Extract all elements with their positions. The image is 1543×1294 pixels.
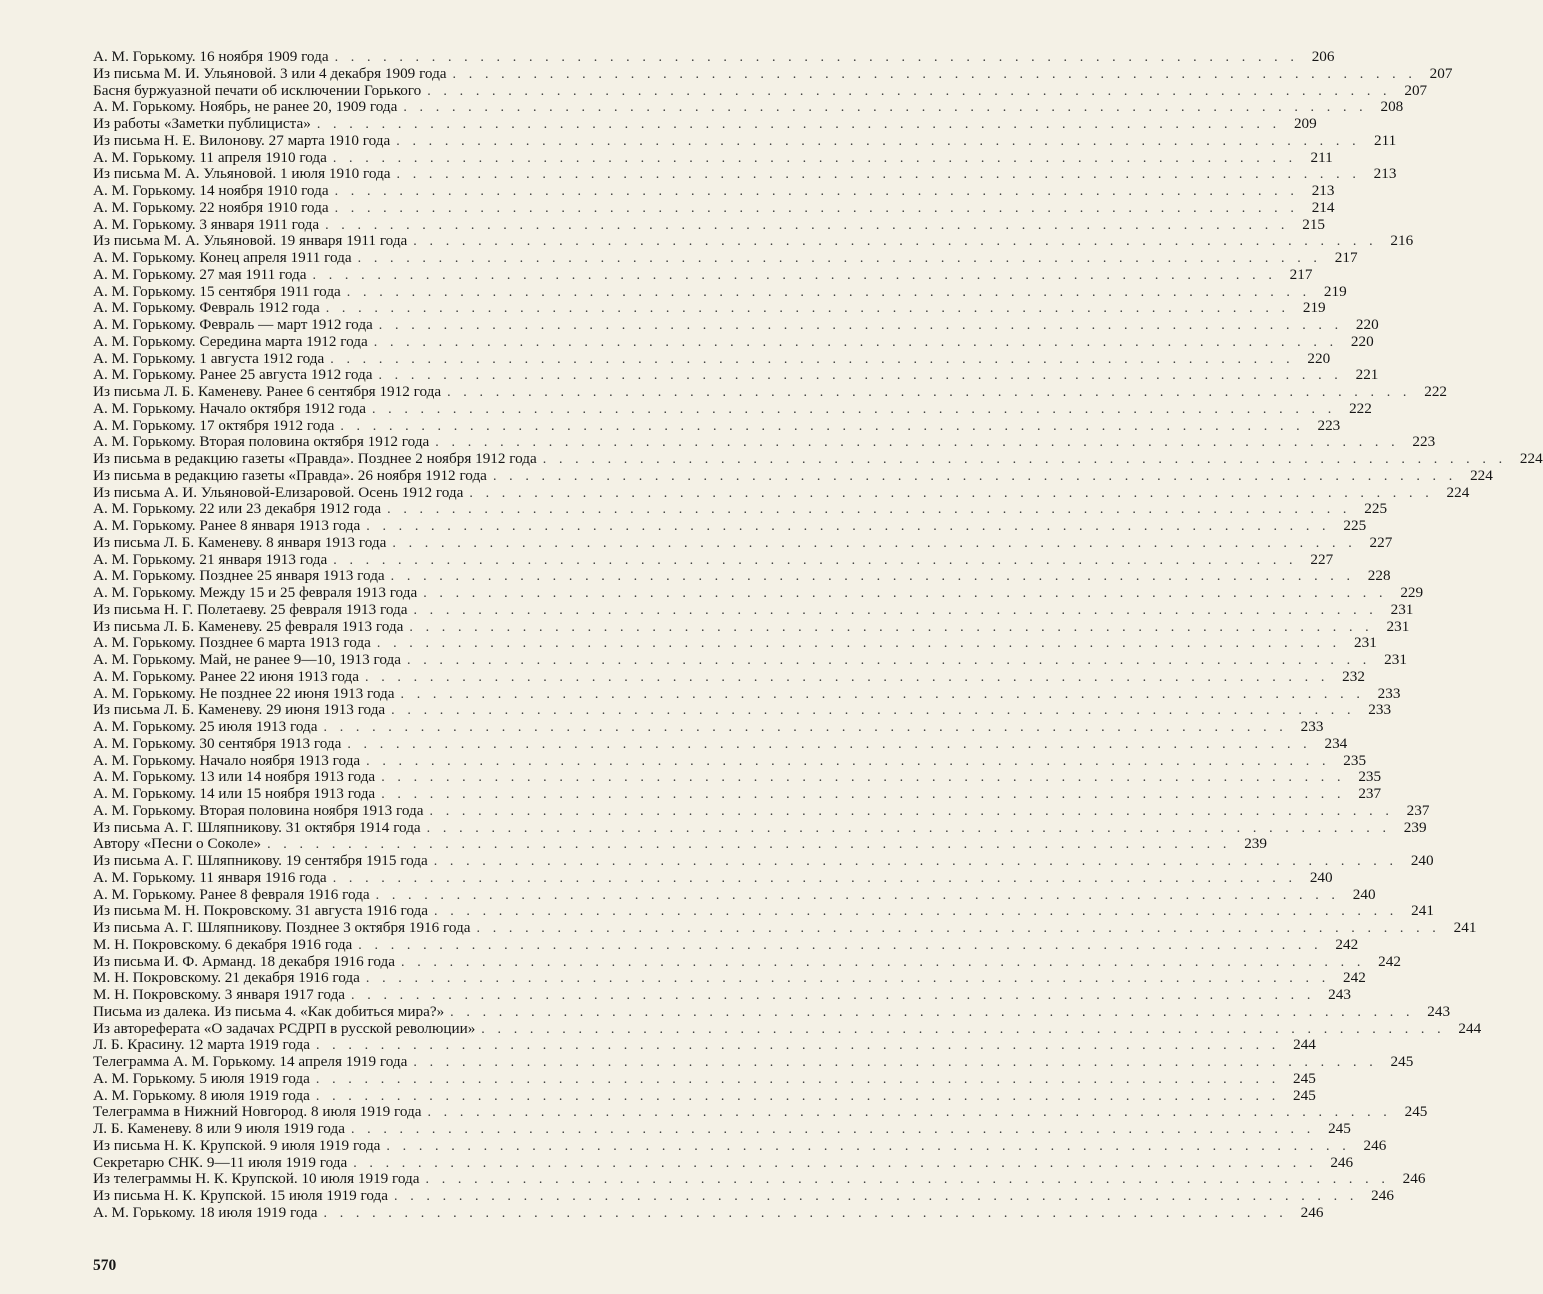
toc-entry	[93, 1103, 1428, 1121]
toc-entry-title: А. М. Горькому. Вторая половина октября 1912 года	[93, 433, 430, 451]
dot-leader	[447, 385, 1411, 402]
toc-entry	[93, 852, 1434, 870]
toc-entry	[93, 1153, 1354, 1172]
dot-leader	[324, 1206, 1288, 1223]
toc-entry-page: 235	[1358, 768, 1382, 786]
toc-entry-title: А. М. Горькому. Май, не ранее 9—10, 1913 года	[93, 651, 401, 668]
toc-entry-page: 246	[1363, 1136, 1387, 1154]
toc-entry-title: А. М. Горькому. 5 июля 1919 года	[93, 1069, 310, 1087]
dot-leader	[391, 569, 1355, 586]
toc-entry-title: А. М. Горькому. 25 июля 1913 года	[93, 718, 318, 735]
toc-entry-title: А. М. Горькому. Начало ноября 1913 года	[93, 751, 361, 769]
toc-entry-page: 207	[1429, 64, 1453, 82]
toc-entry-page: 245	[1293, 1086, 1316, 1104]
toc-entry-title: А. М. Горькому. 11 апреля 1910 года	[93, 148, 327, 166]
toc-entry	[93, 567, 1391, 585]
toc-entry-page: 241	[1453, 919, 1477, 936]
toc-entry	[93, 500, 1388, 518]
dot-leader	[377, 636, 1341, 653]
dot-leader	[376, 888, 1340, 905]
toc-entry-page: 213	[1373, 165, 1397, 183]
dot-leader	[413, 234, 1377, 251]
toc-entry	[93, 232, 1414, 250]
toc-entry-page: 220	[1355, 316, 1379, 333]
toc-entry-title: А. М. Горькому. 17 октября 1912 года	[93, 416, 335, 434]
page-number: 570	[93, 1257, 117, 1274]
toc-entry	[93, 651, 1407, 669]
toc-entry-title: А. М. Горькому. 8 июля 1919 года	[93, 1086, 310, 1104]
toc-entry	[93, 684, 1401, 703]
toc-entry-page: 233	[1368, 701, 1392, 719]
toc-entry-page: 216	[1390, 232, 1414, 250]
dot-leader	[401, 687, 1365, 704]
dot-leader	[427, 1105, 1391, 1122]
toc-entry	[93, 818, 1427, 837]
toc-entry-page: 233	[1377, 684, 1401, 702]
toc-entry-title: А. М. Горькому. 15 сентября 1911 года	[93, 282, 341, 300]
toc-entry-page: 227	[1310, 550, 1334, 568]
toc-entry-page: 228	[1367, 567, 1391, 585]
toc-entry	[93, 718, 1324, 736]
toc-entry-title: Письма из далека. Из письма 4. «Как добиться мира?»	[93, 1002, 445, 1020]
toc-entry	[93, 249, 1358, 267]
toc-entry	[93, 64, 1453, 83]
toc-entry-title: А. М. Горькому. Позднее 25 января 1913 года	[93, 567, 385, 585]
toc-entry-page: 233	[1300, 718, 1324, 735]
toc-entry	[93, 868, 1333, 887]
toc-entry	[93, 98, 1404, 116]
toc-entry	[93, 299, 1326, 317]
dot-leader	[326, 301, 1290, 318]
toc-entry	[93, 198, 1335, 217]
toc-entry-page: 237	[1406, 801, 1430, 819]
dot-leader	[335, 50, 1299, 67]
toc-entry	[93, 1019, 1482, 1038]
toc-entry-title: Из письма Н. К. Крупской. 15 июля 1919 года	[93, 1187, 389, 1204]
toc-entry-page: 220	[1307, 349, 1331, 367]
toc-entry-page: 244	[1293, 1036, 1316, 1054]
toc-entry-page: 240	[1410, 852, 1434, 869]
toc-entry	[93, 316, 1379, 334]
dot-leader	[366, 754, 1330, 771]
toc-entry	[93, 801, 1430, 820]
toc-entry-page: 234	[1324, 734, 1348, 752]
toc-entry-title: А. М. Горькому. Ранее 25 августа 1912 года	[93, 366, 373, 384]
toc-entry-page: 217	[1289, 265, 1313, 283]
dot-leader	[313, 268, 1277, 285]
toc-entry-title: Автору «Песни о Соколе»	[93, 835, 262, 853]
toc-entry-title: А. М. Горькому. 21 января 1913 года	[93, 550, 328, 568]
dot-leader	[396, 134, 1360, 151]
dot-leader	[394, 1189, 1358, 1206]
toc-entry	[93, 1069, 1316, 1088]
toc-entry-title: А. М. Горькому. Между 15 и 25 февраля 1913 года	[93, 584, 418, 601]
dot-leader	[423, 586, 1387, 603]
toc-entry	[93, 634, 1377, 652]
toc-entry-title: А. М. Горькому. 1 августа 1912 года	[93, 349, 325, 367]
toc-entry	[93, 935, 1359, 954]
toc-entry	[93, 1203, 1324, 1222]
toc-entry-title: Из автореферата «О задачах РСДРП в русской революции»	[93, 1019, 476, 1037]
toc-entry-page: 223	[1317, 416, 1341, 434]
toc-entry-title: Из письма А. Г. Шляпникову. Позднее 3 октября 1916 года	[93, 919, 471, 936]
toc-entry-page: 245	[1390, 1053, 1414, 1070]
toc-entry	[93, 701, 1392, 719]
dot-leader	[324, 720, 1288, 737]
dot-leader	[335, 201, 1299, 218]
toc-entry	[93, 399, 1372, 418]
toc-entry-title: А. М. Горькому. Позднее 6 марта 1913 года	[93, 634, 371, 652]
toc-entry-page: 246	[1371, 1187, 1394, 1204]
dot-leader	[430, 804, 1394, 821]
dot-leader	[413, 1055, 1377, 1072]
dot-leader	[366, 971, 1330, 988]
toc-entry-title: Из письма Н. Е. Вилонову. 27 марта 1910 года	[93, 131, 391, 149]
dot-leader	[379, 318, 1343, 335]
toc-entry	[93, 969, 1366, 987]
toc-entry	[93, 383, 1448, 401]
toc-entry-page: 243	[1328, 986, 1351, 1003]
toc-entry-page: 215	[1302, 215, 1325, 233]
toc-entry-page: 235	[1343, 751, 1367, 769]
dot-leader	[426, 1172, 1390, 1189]
toc-entry	[93, 182, 1335, 200]
dot-leader	[413, 603, 1377, 620]
dot-leader	[365, 670, 1329, 687]
toc-entry-title: Из письма М. Н. Покровскому. 31 августа 1916 года	[93, 902, 428, 920]
dot-leader	[378, 368, 1342, 385]
dot-leader	[317, 117, 1281, 134]
toc-entry	[93, 416, 1341, 435]
toc-entry-page: 246	[1402, 1170, 1426, 1188]
toc-entry-page: 229	[1400, 584, 1424, 601]
dot-leader	[403, 100, 1367, 117]
toc-entry	[93, 734, 1348, 753]
toc-entry-page: 239	[1244, 835, 1267, 853]
toc-entry	[93, 1136, 1387, 1155]
toc-entry-title: Из письма М. А. Ульяновой. 19 января 1911 года	[93, 232, 408, 250]
toc-entry	[93, 919, 1477, 937]
dot-leader	[333, 553, 1297, 570]
toc-entry	[93, 751, 1367, 770]
dot-leader	[427, 84, 1391, 101]
dot-leader	[358, 938, 1322, 955]
dot-leader	[325, 218, 1289, 235]
toc-entry-title: Басня буржуазной печати об исключении Горького	[93, 81, 422, 99]
toc-entry-page: 224	[1519, 450, 1543, 467]
toc-entry	[93, 835, 1267, 853]
dot-leader	[358, 251, 1322, 268]
dot-leader	[434, 904, 1398, 921]
toc-entry	[93, 433, 1436, 451]
toc-entry	[93, 483, 1470, 502]
toc-entry	[93, 533, 1393, 552]
toc-entry-title: А. М. Горькому. 14 ноября 1910 года	[93, 182, 329, 199]
toc-entry-page: 245	[1293, 1069, 1316, 1087]
dot-leader	[372, 402, 1336, 419]
dot-leader	[392, 536, 1356, 553]
dot-leader	[333, 871, 1297, 888]
dot-leader	[340, 419, 1304, 436]
toc-entry-page: 222	[1349, 399, 1372, 417]
toc-entry-title: А. М. Горькому. Вторая половина ноября 1913 года	[93, 801, 424, 819]
toc-entry-page: 243	[1427, 1002, 1451, 1020]
toc-entry-page: 232	[1342, 667, 1365, 685]
toc-entry-title: А. М. Горькому. 13 или 14 ноября 1913 года	[93, 768, 376, 786]
dot-leader	[347, 285, 1311, 302]
toc-entry-page: 221	[1355, 366, 1379, 384]
toc-entry-title: Из телеграммы Н. К. Крупской. 10 июля 1919 года	[93, 1170, 420, 1188]
toc-entry	[93, 165, 1397, 183]
toc-entry-page: 213	[1311, 182, 1335, 199]
toc-entry	[93, 81, 1428, 100]
toc-entry	[93, 48, 1335, 66]
toc-entry-title: Из письма А. Г. Шляпникову. 31 октября 1914 года	[93, 818, 421, 836]
dot-leader	[435, 435, 1399, 452]
toc-entry-page: 245	[1404, 1103, 1428, 1121]
toc-entry-title: Из письма И. Ф. Арманд. 18 декабря 1916 года	[93, 952, 396, 970]
toc-entry	[93, 986, 1351, 1004]
toc-entry-page: 244	[1458, 1019, 1482, 1037]
dot-leader	[333, 151, 1297, 168]
toc-entry-title: А. М. Горькому. Ранее 8 февраля 1916 года	[93, 885, 370, 903]
toc-entry-page: 240	[1352, 885, 1376, 903]
toc-entry-page: 225	[1343, 517, 1367, 534]
toc-entry-page: 245	[1328, 1120, 1351, 1137]
dot-leader	[316, 1089, 1280, 1106]
toc-entry-title: А. М. Горькому. Середина марта 1912 года	[93, 332, 368, 350]
toc-entry	[93, 332, 1374, 351]
toc-entry	[93, 600, 1414, 619]
toc-entry-title: А. М. Горькому. 30 сентября 1913 года	[93, 734, 342, 752]
table-of-contents	[93, 48, 1543, 1222]
toc-entry-page: 246	[1330, 1153, 1354, 1171]
toc-entry-page: 231	[1386, 617, 1410, 635]
toc-entry-title: Из письма Л. Б. Каменеву. 25 февраля 1913 года	[93, 617, 404, 635]
dot-leader	[347, 737, 1311, 754]
toc-entry-page: 211	[1373, 131, 1397, 149]
toc-entry	[93, 1053, 1414, 1071]
toc-entry	[93, 450, 1543, 468]
toc-entry-title: Из письма Н. Г. Полетаеву. 25 февраля 1913 года	[93, 600, 408, 618]
toc-entry	[93, 1036, 1316, 1054]
dot-leader	[330, 352, 1294, 369]
toc-entry-page: 246	[1300, 1203, 1324, 1221]
toc-entry-title: А. М. Горькому. Не позднее 22 июня 1913 года	[93, 684, 395, 702]
toc-entry-page: 242	[1343, 969, 1366, 987]
toc-entry-page: 222	[1424, 383, 1448, 400]
toc-entry	[93, 1187, 1394, 1205]
toc-entry	[93, 148, 1333, 167]
dot-leader	[353, 1156, 1317, 1173]
toc-entry-title: А. М. Горькому. 22 ноября 1910 года	[93, 198, 329, 216]
dot-leader	[469, 486, 1433, 503]
toc-entry-page: 231	[1390, 600, 1414, 618]
toc-entry	[93, 265, 1313, 284]
toc-entry-title: Из письма А. Г. Шляпникову. 19 сентября 1915 года	[93, 852, 428, 869]
toc-entry-page: 239	[1403, 818, 1427, 836]
toc-entry-title: Телеграмма в Нижний Новгород. 8 июля 1919 года	[93, 1103, 422, 1121]
dot-leader	[407, 653, 1371, 670]
toc-entry-title: А. М. Горькому. 14 или 15 ноября 1913 года	[93, 785, 376, 802]
toc-entry-title: Л. Б. Каменеву. 8 или 9 июля 1919 года	[93, 1120, 345, 1137]
toc-entry-page: 219	[1323, 282, 1347, 300]
dot-leader	[351, 988, 1315, 1005]
toc-entry-title: Из письма Л. Б. Каменеву. 8 января 1913 года	[93, 533, 387, 551]
toc-entry-page: 219	[1302, 299, 1326, 317]
toc-entry	[93, 1170, 1426, 1188]
toc-entry-title: А. М. Горькому. Февраль — март 1912 года	[93, 316, 373, 333]
toc-entry-page: 214	[1311, 198, 1335, 216]
toc-entry	[93, 131, 1397, 150]
toc-entry-title: А. М. Горькому. 27 мая 1911 года	[93, 265, 307, 283]
toc-entry-page: 208	[1380, 98, 1404, 116]
toc-entry-page: 206	[1311, 48, 1335, 65]
toc-entry	[93, 349, 1331, 368]
toc-entry-title: А. М. Горькому. Начало октября 1912 года	[93, 399, 366, 417]
toc-entry	[93, 885, 1376, 904]
toc-entry	[93, 584, 1424, 602]
dot-leader	[374, 335, 1338, 352]
toc-entry-page: 237	[1358, 785, 1382, 802]
dot-leader	[493, 469, 1457, 486]
toc-entry-title: Из письма в редакцию газеты «Правда». Позднее 2 ноября 1912 года	[93, 450, 537, 467]
toc-entry-title: М. Н. Покровскому. 21 декабря 1916 года	[93, 969, 360, 987]
toc-entry	[93, 952, 1401, 971]
toc-entry-page: 240	[1309, 868, 1333, 886]
toc-entry	[93, 366, 1379, 384]
toc-entry	[93, 466, 1493, 485]
toc-entry-title: Из письма М. И. Ульяновой. 3 или 4 декабря 1909 года	[93, 64, 447, 82]
dot-leader	[477, 921, 1441, 938]
toc-entry-page: 209	[1293, 115, 1317, 132]
toc-entry	[93, 1086, 1316, 1105]
toc-entry	[93, 617, 1410, 636]
toc-entry-title: А. М. Горькому. Конец апреля 1911 года	[93, 249, 352, 266]
toc-entry	[93, 115, 1317, 133]
toc-entry-title: А. М. Горькому. Ноябрь, не ранее 20, 1909 года	[93, 98, 398, 116]
toc-entry-page: 227	[1369, 533, 1393, 551]
toc-entry-page: 231	[1354, 634, 1377, 652]
dot-leader	[351, 1122, 1315, 1139]
dot-leader	[397, 167, 1361, 184]
toc-entry-title: Секретарю СНК. 9—11 июля 1919 года	[93, 1153, 348, 1171]
toc-entry-page: 231	[1384, 651, 1407, 668]
toc-entry-title: А. М. Горькому. 22 или 23 декабря 1912 года	[93, 500, 382, 518]
toc-entry	[93, 1002, 1451, 1021]
toc-entry	[93, 550, 1334, 569]
toc-entry-page: 225	[1364, 500, 1388, 518]
toc-entry-title: Из письма Л. Б. Каменеву. 29 июня 1913 года	[93, 701, 386, 719]
toc-entry	[93, 215, 1325, 234]
dot-leader	[450, 1005, 1414, 1022]
toc-entry-title: А. М. Горькому. 3 января 1911 года	[93, 215, 320, 233]
toc-entry-page: 241	[1411, 902, 1434, 920]
toc-entry-title: А. М. Горькому. 18 июля 1919 года	[93, 1203, 318, 1221]
toc-entry-title: Из письма А. И. Ульяновой-Елизаровой. Осень 1912 года	[93, 483, 464, 501]
dot-leader	[366, 519, 1330, 536]
toc-entry-page: 223	[1412, 433, 1436, 451]
toc-entry	[93, 667, 1365, 686]
toc-entry-title: А. М. Горькому. 16 ноября 1909 года	[93, 48, 329, 65]
toc-entry-page: 242	[1335, 935, 1359, 953]
dot-leader	[434, 854, 1398, 871]
toc-entry	[93, 517, 1367, 535]
toc-entry	[93, 1120, 1351, 1138]
toc-entry-title: М. Н. Покровскому. 3 января 1917 года	[93, 986, 346, 1003]
toc-entry-title: А. М. Горькому. 11 января 1916 года	[93, 868, 327, 886]
toc-entry-title: А. М. Горькому. Ранее 22 июня 1913 года	[93, 667, 360, 685]
toc-entry-title: А. М. Горькому. Ранее 8 января 1913 года	[93, 517, 361, 534]
toc-entry-page: 220	[1350, 332, 1374, 350]
dot-leader	[401, 955, 1365, 972]
toc-entry-page: 224	[1446, 483, 1470, 501]
toc-entry-title: Из письма в редакцию газеты «Правда». 26 ноября 1912 года	[93, 466, 487, 484]
dot-leader	[543, 452, 1507, 469]
toc-entry-page: 224	[1470, 466, 1493, 484]
toc-entry-title: Телеграмма А. М. Горькому. 14 апреля 1919 года	[93, 1053, 408, 1070]
dot-leader	[453, 67, 1417, 84]
toc-entry-page: 217	[1334, 249, 1358, 266]
toc-entry	[93, 282, 1347, 301]
toc-entry-page: 242	[1378, 952, 1401, 970]
toc-entry-title: Из письма Л. Б. Каменеву. Ранее 6 сентября 1912 года	[93, 383, 442, 400]
dot-leader	[386, 1139, 1350, 1156]
toc-entry-page: 207	[1404, 81, 1428, 99]
dot-leader	[316, 1038, 1280, 1055]
dot-leader	[335, 184, 1299, 201]
toc-entry	[93, 785, 1382, 803]
toc-entry-page: 211	[1310, 148, 1333, 166]
toc-entry-title: А. М. Горькому. Февраль 1912 года	[93, 299, 320, 317]
dot-leader	[381, 770, 1345, 787]
toc-entry-title: М. Н. Покровскому. 6 декабря 1916 года	[93, 935, 353, 953]
toc-entry-title: Из письма М. А. Ульяновой. 1 июля 1910 года	[93, 165, 391, 183]
dot-leader	[391, 703, 1355, 720]
toc-entry-title: Из работы «Заметки публициста»	[93, 115, 311, 132]
toc-entry-title: Л. Б. Красину. 12 марта 1919 года	[93, 1036, 310, 1054]
toc-entry-title: Из письма Н. К. Крупской. 9 июля 1919 года	[93, 1136, 381, 1154]
dot-leader	[409, 620, 1373, 637]
toc-entry	[93, 768, 1382, 786]
dot-leader	[316, 1072, 1280, 1089]
dot-leader	[387, 502, 1351, 519]
dot-leader	[381, 787, 1345, 804]
toc-entry	[93, 902, 1434, 920]
